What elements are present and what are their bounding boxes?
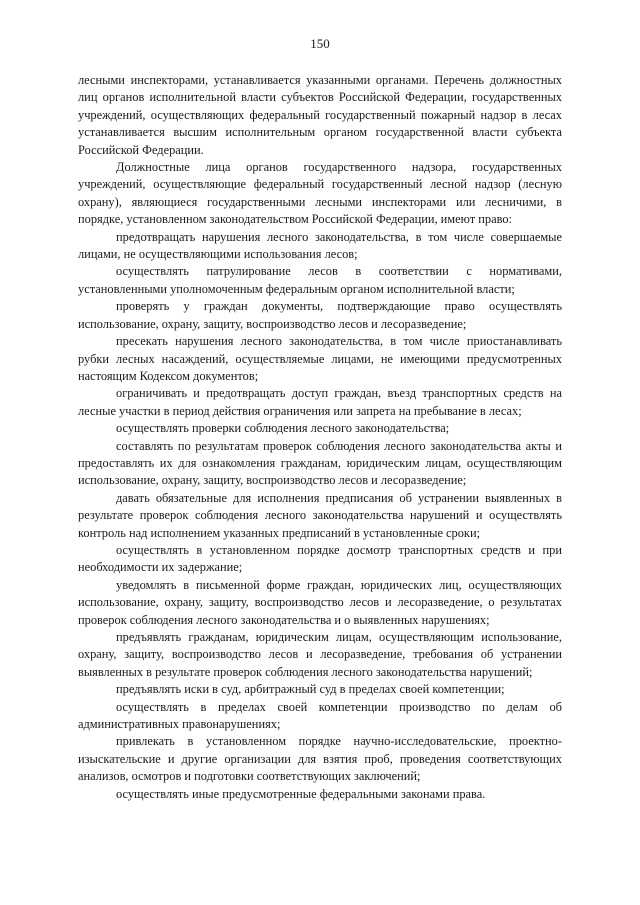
paragraph: привлекать в установленном порядке научно-исследовательские, проектно-изыскательские и другие организации для взятия проб, проведения соответствующих анализов, осмотров и подготовки соответствующих заключений; xyxy=(78,734,562,784)
paragraph: осуществлять в пределах своей компетенции производство по делам об административных правонарушениях; xyxy=(78,699,562,732)
paragraph: Должностные лица органов государственного надзора, государственных учреждений, осуществляющие федеральный государственный лесной надзор (лесную охрану), являющиеся государственными лесными инспекторами или лесничими, в порядке, установленном законодательством Российской Федерации, имеют право: xyxy=(78,160,562,227)
paragraph: осуществлять иные предусмотренные федеральными законами права. xyxy=(116,786,486,801)
paragraph: уведомлять в письменной форме граждан, юридических лиц, осуществляющих использование, охрану, защиту, воспроизводство лесов и лесоразведение, о результатах проверок соблюдения лесного законодательства и о выявленных нарушениях; xyxy=(78,577,562,627)
page-number: 150 xyxy=(310,36,330,51)
paragraph: осуществлять проверки соблюдения лесного законодательства; xyxy=(116,421,450,436)
paragraph: составлять по результатам проверок соблюдения лесного законодательства акты и предоставлять их для ознакомления гражданам, юридическим лицам, осуществляющим использование, охрану, защиту, воспроизводство лесов и лесоразведение; xyxy=(78,438,562,488)
paragraph: предъявлять иски в суд, арбитражный суд в пределах своей компетенции; xyxy=(116,682,505,697)
paragraph: ограничивать и предотвращать доступ граждан, въезд транспортных средств на лесные участки в период действия ограничения или запрета на пребывание в лесах; xyxy=(78,386,562,418)
paragraph: предотвращать нарушения лесного законодательства, в том числе совершаемые лицами, не осуществляющими использования лесов; xyxy=(78,229,562,262)
paragraph: осуществлять в установленном порядке досмотр транспортных средств и при необходимости их задержание; xyxy=(78,542,562,575)
paragraph: лесными инспекторами, устанавливается указанными органами. Перечень должностных лиц органов исполнительной власти субъектов Российской Федерации, государственных учреждений, осуществляющих федеральный государственный пожарный надзор в лесах устанавливается высшим исполнительным органом государственной власти субъекта Российской Федерации. xyxy=(78,73,562,157)
paragraph: проверять у граждан документы, подтверждающие право осуществлять использование, охрану, защиту, воспроизводство лесов и лесоразведение; xyxy=(78,299,562,331)
paragraph: давать обязательные для исполнения предписания об устранении выявленных в результате проверок соблюдения лесного законодательства нарушений и осуществлять контроль над исполнением указанных предписаний в установленные сроки; xyxy=(78,490,562,540)
paragraph: пресекать нарушения лесного законодательства, в том числе приостанавливать рубки лесных насаждений, осуществляемые лицами, не имеющими предусмотренных настоящим Кодексом документов; xyxy=(78,334,562,383)
document-body xyxy=(78,72,562,803)
paragraph: осуществлять патрулирование лесов в соответствии с нормативами, установленными уполномоченным федеральным органом исполнительной власти; xyxy=(78,264,562,296)
paragraph: предъявлять гражданам, юридическим лицам, осуществляющим использование, охрану, защиту, воспроизводство лесов и лесоразведение, требования об устранении выявленных в результате проверок соблюдения лесного законодательства нарушений; xyxy=(78,630,562,679)
